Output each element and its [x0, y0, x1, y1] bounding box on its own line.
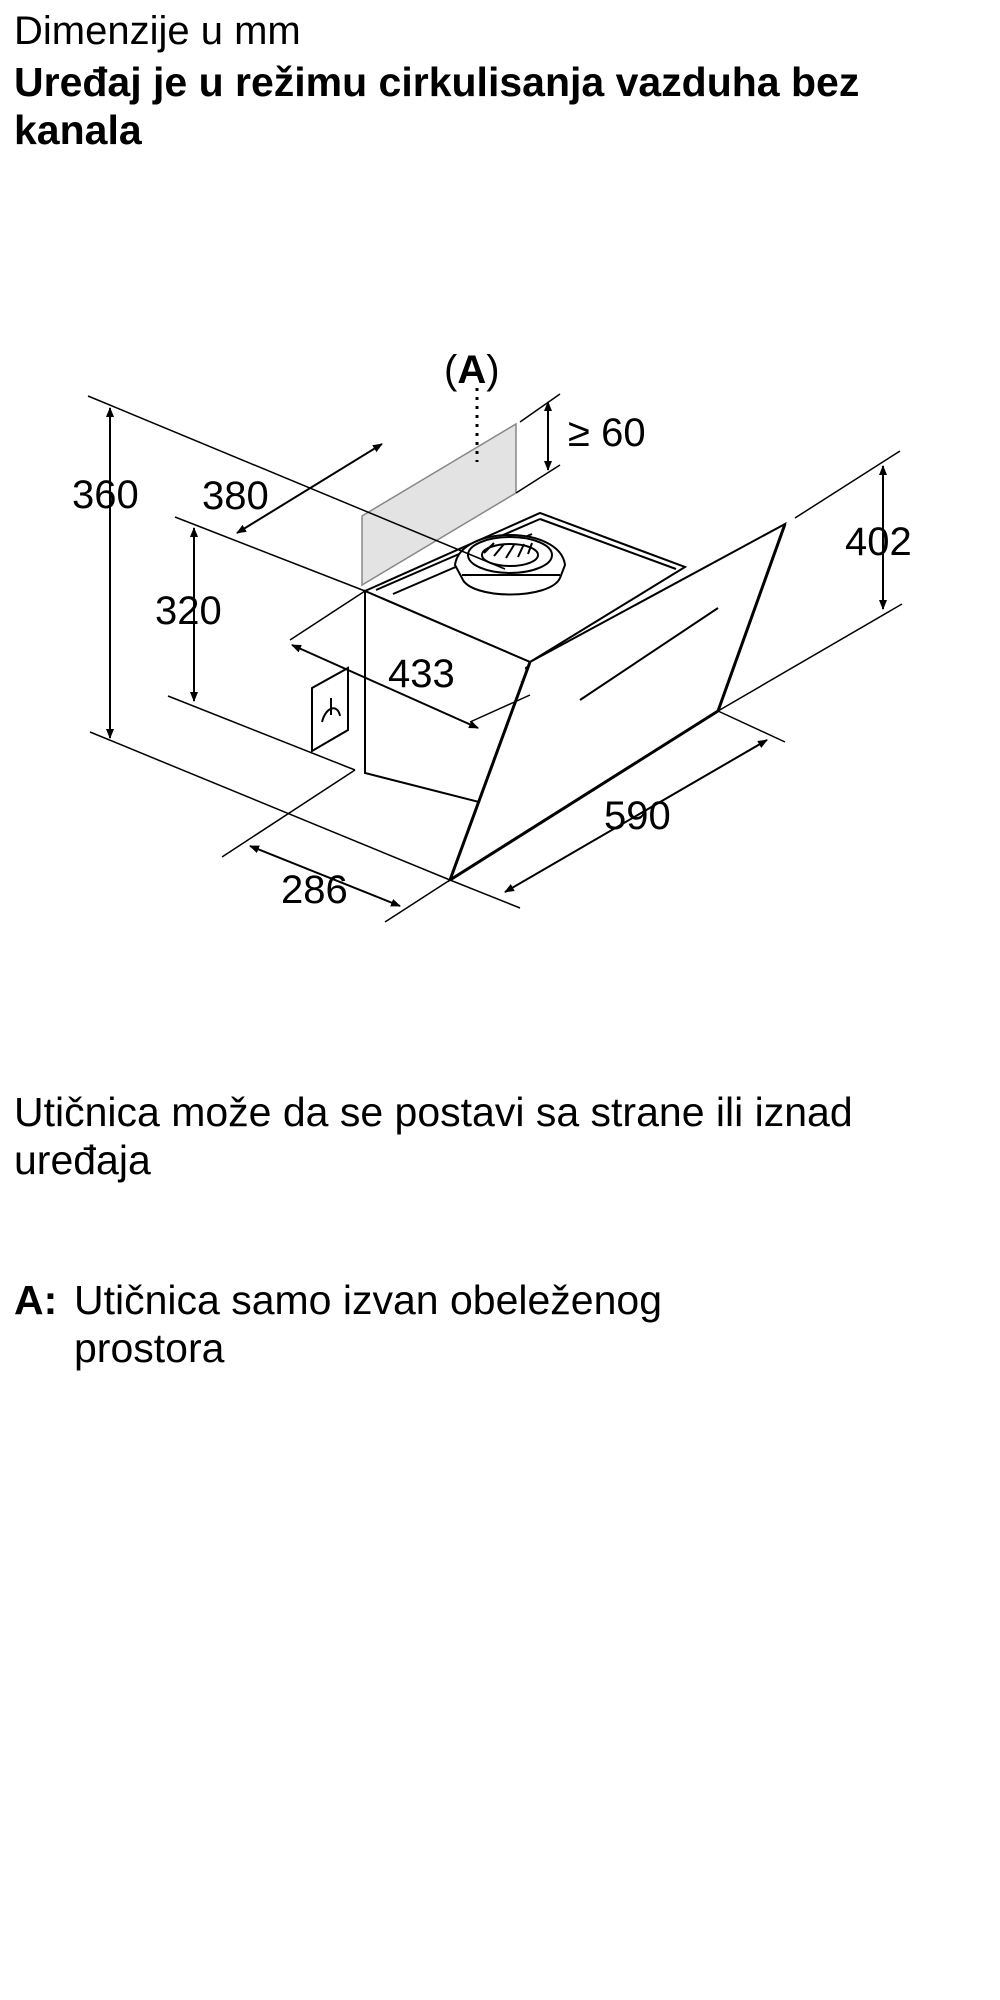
legend-key: A:: [14, 1277, 58, 1323]
socket-symbol-icon: [312, 668, 348, 751]
dimension-drawing: [0, 330, 1000, 950]
dim-label-433: 433: [388, 652, 455, 696]
dim-label-60: ≥ 60: [568, 411, 646, 455]
dim-label-380: 380: [202, 474, 269, 518]
page-subtitle: Uređaj je u režimu cirkulisanja vazduha bez kanala: [14, 59, 860, 153]
dim-label-402: 402: [845, 520, 912, 564]
socket-placement-note: Utičnica može da se postavi sa strane ili iznad uređaja: [14, 1089, 853, 1183]
zone-label: (A): [444, 348, 500, 392]
dim-label-286: 286: [281, 868, 348, 912]
page-title: Dimenzije u mm: [14, 9, 301, 53]
dim-label-590: 590: [604, 794, 671, 838]
fan-unit: [455, 535, 565, 595]
dim-label-320: 320: [155, 589, 222, 633]
legend-entry-a: [14, 1276, 989, 1372]
legend-text: Utičnica samo izvan obeleženog prostora: [74, 1277, 662, 1371]
dim-label-360: 360: [72, 473, 139, 517]
